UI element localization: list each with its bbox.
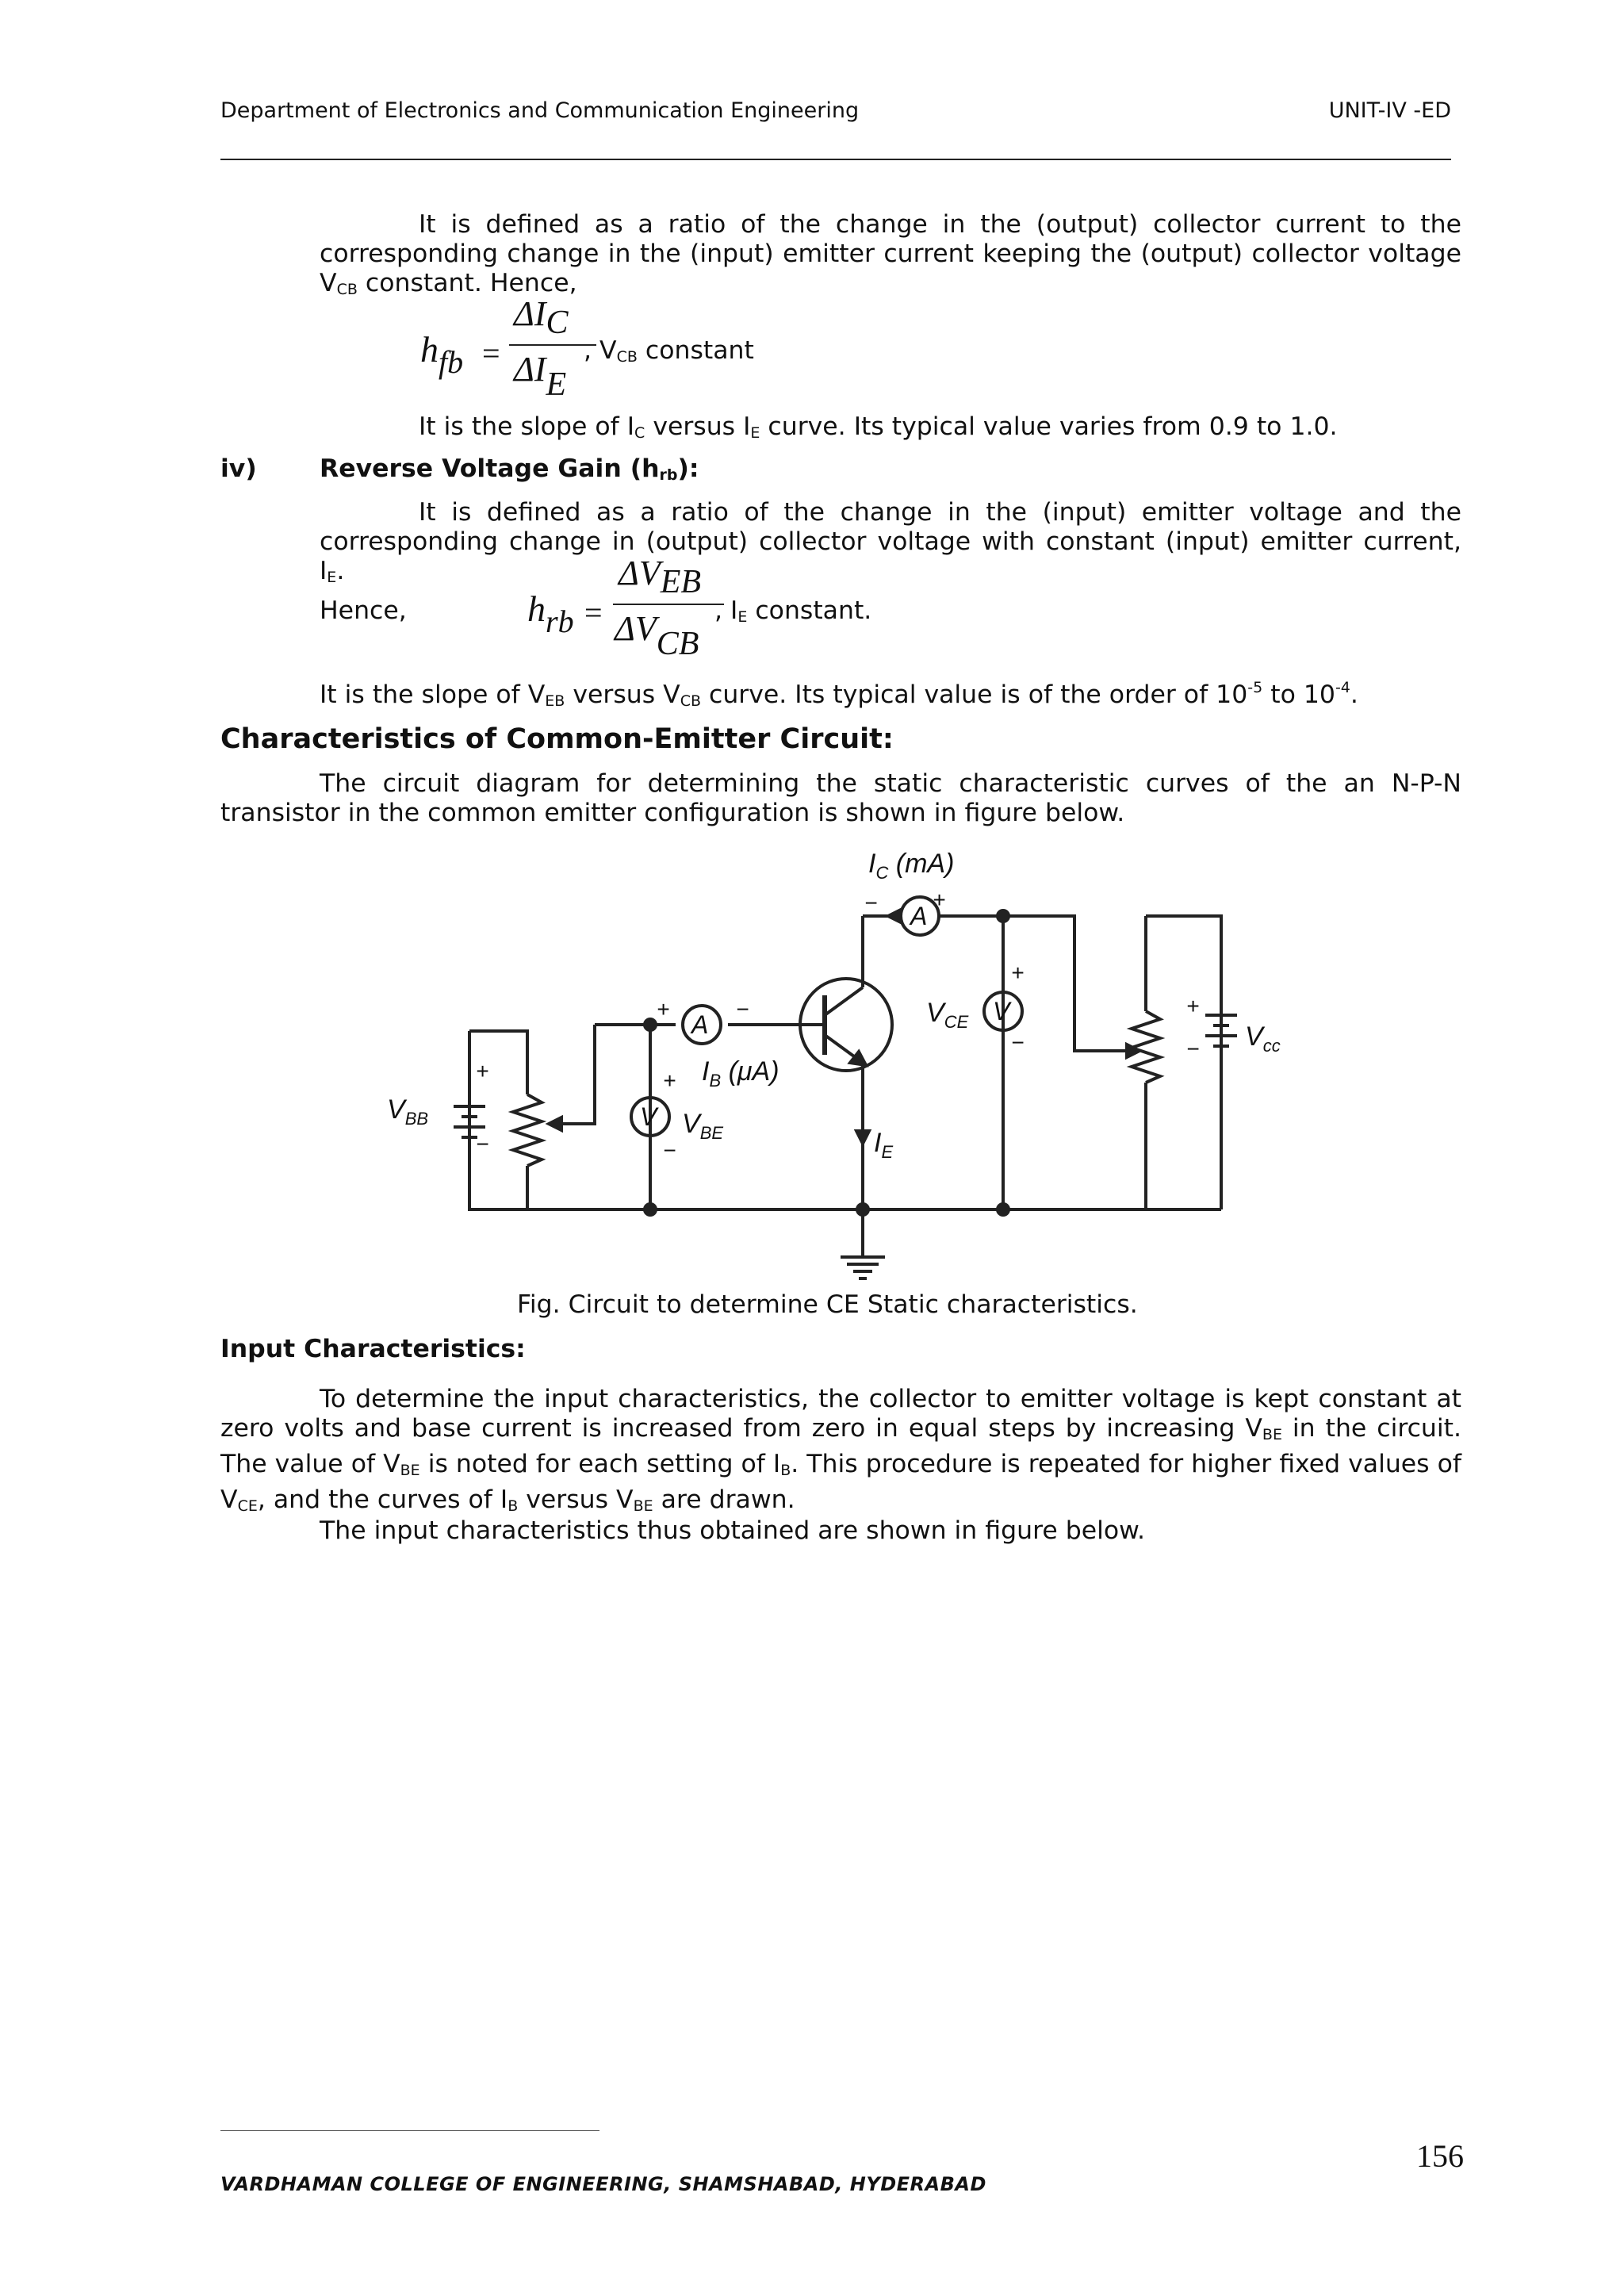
svg-text:+: +	[1186, 994, 1200, 1018]
header-department: Department of Electronics and Communication Engineering	[220, 98, 860, 123]
vcc-label: $V_{cc}$	[1245, 1022, 1281, 1056]
hfb-definition: It is defined as a ratio of the change in the (output) collector current to the corresponding change in the (input) emitter current keeping the (output) collector voltage $V_{CB}$ constant. Hence,	[320, 210, 1461, 298]
ce-heading: Characteristics of Common-Emitter Circuit:	[220, 723, 894, 755]
header-unit: UNIT-IV -ED	[1328, 98, 1451, 123]
svg-text:−: −	[1186, 1037, 1200, 1061]
vce-voltmeter-label: V	[993, 997, 1010, 1025]
svg-text:+: +	[657, 997, 670, 1022]
input-heading: Input Characteristics:	[220, 1335, 526, 1363]
section-number-iv: iv)	[220, 454, 257, 483]
hfb-definition-text: It is defined as a ratio of the change in the (output) collector current to the corresponding change in the (input) emitter current keeping the (output) collector voltage	[320, 210, 1461, 268]
svg-text:−: −	[663, 1138, 676, 1163]
collector-potentiometer	[1132, 1011, 1160, 1083]
svg-text:+: +	[1011, 960, 1025, 985]
ic-ammeter-label: A	[910, 902, 928, 930]
svg-text:+: +	[663, 1068, 676, 1093]
ib-ammeter-label: A	[691, 1010, 709, 1039]
input-paragraph-2: The input characteristics thus obtained are shown in figure below.	[320, 1516, 1146, 1545]
svg-text:+: +	[933, 887, 946, 912]
ic-label: $I_C$ (mA)	[868, 849, 955, 883]
svg-text:−: −	[1011, 1030, 1025, 1055]
ce-paragraph: The circuit diagram for determining the static characteristic curves of the an N-P-N transistor in the common emitter configuration is shown in figure below.	[220, 769, 1461, 827]
ib-label: $I_B$ (μA)	[702, 1056, 779, 1091]
hrb-definition: It is defined as a ratio of the change in the (input) emitter voltage and the corresponding change in (output) collector voltage with constant (input) emitter current, $I_E$.	[320, 498, 1461, 586]
vce-label: $V_{CE}$	[926, 998, 969, 1032]
vbe-label: $V_{BE}$	[682, 1109, 724, 1143]
footer-rule	[220, 2130, 599, 2131]
ce-circuit-diagram	[349, 841, 1285, 1285]
hfb-equation: $h_{fb}$ = $\Delta I_C$ $\Delta I_E$ , $V_{CB}$ constant	[420, 294, 754, 403]
vbb-label: $V_{BB}$	[387, 1094, 429, 1129]
svg-text:+: +	[476, 1059, 489, 1083]
hrb-heading: Reverse Voltage Gain $(h_{rb})$:	[320, 454, 699, 484]
svg-text:−: −	[736, 997, 749, 1022]
base-potentiometer	[513, 1094, 542, 1166]
hfb-slope-text: It is the slope of $I_C$ versus $I_E$ curve. Its typical value varies from 0.9 to 1.0.	[419, 412, 1338, 442]
hrb-slope-text: It is the slope of $V_{EB}$ versus $V_{CB}$ curve. Its typical value is of the order of $10^{-5}$ to $10^{-4}$.	[320, 679, 1358, 710]
vbe-voltmeter-label: V	[640, 1102, 657, 1131]
svg-text:−: −	[476, 1132, 489, 1156]
college-name: VARDHAMAN COLLEGE OF ENGINEERING, SHAMSHABAD, HYDERABAD	[220, 2173, 986, 2195]
ie-label: $I_E$	[874, 1128, 894, 1162]
header-rule	[220, 159, 1451, 160]
svg-text:−: −	[864, 891, 878, 915]
input-paragraph: To determine the input characteristics, the collector to emitter voltage is kept constant at zero volts and base current is increased from zero in equal steps by increasing $V_{BE}$ in the circuit. The value of $V_{BE}$ is noted for each setting of $I_B$. This procedure is repeated for higher fixed values of $V_{CE}$, and the curves of $I_B$ versus $V_{BE}$ are drawn.	[220, 1385, 1461, 1515]
page-number: 156	[1416, 2138, 1464, 2174]
figure-caption: Fig. Circuit to determine CE Static characteristics.	[517, 1290, 1138, 1319]
hrb-equation: $h_{rb}$ = $\Delta V_{EB}$ $\Delta V_{CB}$ , $I_E$ constant.	[527, 554, 872, 662]
hrb-hence: Hence,	[320, 596, 407, 625]
